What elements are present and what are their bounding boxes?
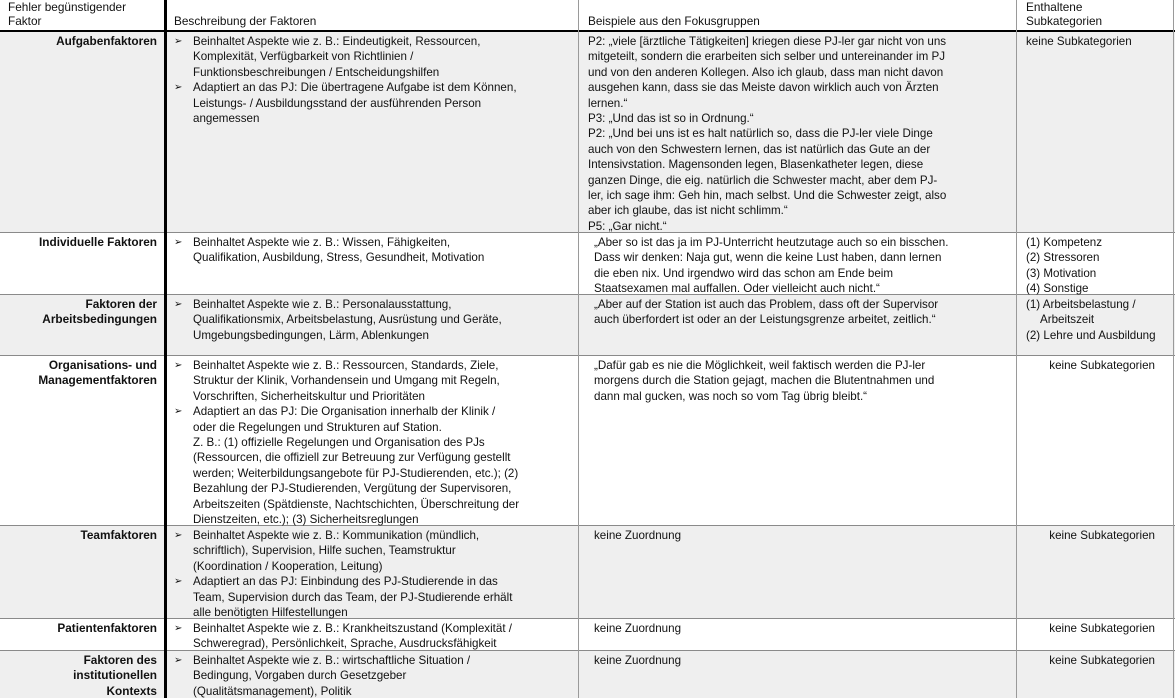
text-line: angemessen	[193, 112, 260, 126]
text-line: keine Zuordnung	[594, 529, 682, 542]
text-line: Funktionsbeschreibungen / Entscheidungshilfen	[193, 65, 440, 79]
description-bullet	[174, 404, 574, 527]
text-line: Dienstzeiten, etc.); (3) Sicherheitsreglungen	[193, 513, 419, 527]
column-divider	[1173, 0, 1174, 698]
column-divider	[1016, 0, 1017, 698]
text-line: mitgeteilt, sondern die erarbeiten sich selber und untereinander im PJ	[588, 50, 946, 64]
subcategories	[1026, 235, 1171, 297]
factor-description	[174, 653, 574, 699]
text-line: ganzen Dinge, die eig. natürlich die Schwester macht, aber dem PJ-	[588, 173, 938, 187]
text-line: auch von den Schwestern lernen, das ist natürlich das Gute an der	[588, 142, 931, 156]
text-line: Beinhaltet Aspekte wie z. B.: Krankheitszustand (Komplexität /	[193, 622, 512, 635]
text-line: Aufgabenfaktoren	[56, 34, 157, 48]
description-bullet	[174, 34, 574, 80]
text-line: Staatsexamen mal auffallen. Oder vielleicht auch nicht.“	[594, 282, 880, 296]
text-line: Faktoren des	[83, 653, 157, 667]
header-subcategories-line2: Subkategorien	[1026, 13, 1103, 28]
text-line: (Koordination / Kooperation, Leitung)	[193, 559, 383, 573]
text-line: dann mal gucken, was noch so vom Tag übrig bleibt.“	[594, 389, 868, 403]
text-line: „Aber auf der Station ist auch das Problem, dass oft der Supervisor	[594, 298, 939, 311]
factor-name	[0, 528, 157, 543]
text-line: Arbeitszeiten (Spätdienste, Nachtschichten, Überschreitung der	[193, 497, 520, 511]
text-line: keine Subkategorien	[1026, 35, 1132, 48]
text-line: Team, Supervision durch das Team, der PJ-Studierende erhält	[193, 590, 513, 604]
arrow-bullet-icon: ➢	[174, 36, 183, 47]
text-line: Qualifikation, Ausbildung, Stress, Gesundheit, Motivation	[193, 251, 485, 265]
description-bullet	[174, 528, 574, 574]
text-line: keine Subkategorien	[1049, 359, 1155, 372]
text-line: auch überfordert ist oder an der Leistungsgrenze arbeitet, zeitlich.“	[594, 313, 936, 327]
text-line: Z. B.: (1) offizielle Regelungen und Organisation des PJs	[193, 436, 485, 450]
text-line: Adaptiert an das PJ: Die Organisation innerhalb der Klinik /	[193, 405, 496, 419]
focus-group-examples	[594, 621, 1006, 636]
text-line: (2) Stressoren	[1026, 251, 1100, 265]
text-line: Individuelle Faktoren	[39, 235, 157, 249]
text-line: Beinhaltet Aspekte wie z. B.: Kommunikation (mündlich,	[193, 529, 480, 542]
factor-name	[0, 34, 157, 49]
arrow-bullet-icon: ➢	[174, 623, 183, 634]
text-line: lernen.“	[588, 96, 628, 110]
arrow-bullet-icon: ➢	[174, 576, 183, 588]
factor-description	[174, 235, 574, 266]
text-line: oder die Regelungen und Strukturen auf Station.	[193, 420, 442, 434]
text-line: Schweregrad), Persönlichkeit, Sprache, Ausdrucksfähigkeit	[193, 637, 497, 651]
text-line: (3) Motivation	[1026, 266, 1097, 280]
factor-name	[0, 297, 157, 328]
text-line: Struktur der Klinik, Vorhandensein und Umgang mit Regeln,	[193, 374, 500, 388]
text-line: aber ich glaube, das ist nicht schlimm.“	[588, 204, 788, 218]
text-line: Intensivstation. Magensonden legen, Blasenkatheter legen, diese	[588, 158, 924, 172]
text-line: Bedingung, Vorgaben durch Gesetzgeber	[193, 669, 407, 683]
text-line: P2: „Und bei uns ist es halt natürlich so, dass die PJ-ler viele Dinge	[588, 127, 933, 141]
text-line: P2: „viele [ärztliche Tätigkeiten] kriegen diese PJ-ler gar nicht von uns	[588, 35, 947, 48]
text-line: institutionellen	[73, 668, 157, 683]
text-line: „Dafür gab es nie die Möglichkeit, weil faktisch werden die PJ-ler	[594, 359, 926, 372]
text-line: Komplexität, Verfügbarkeit von Richtlinien /	[193, 50, 414, 64]
focus-group-examples	[588, 34, 1006, 234]
header-factor	[8, 1, 126, 28]
arrow-bullet-icon: ➢	[174, 530, 183, 541]
description-bullet	[174, 653, 574, 699]
text-line: Patientenfaktoren	[57, 621, 157, 635]
text-line: Bezahlung der PJ-Studierenden, Vergütung der Supervisoren,	[193, 482, 512, 496]
focus-group-examples	[594, 528, 1006, 543]
text-line: keine Subkategorien	[1049, 529, 1155, 542]
text-line: und von den anderen Kollegen. Also ich glaub, dass man nicht davon	[588, 65, 944, 79]
description-bullet	[174, 235, 574, 266]
text-line: Teamfaktoren	[80, 528, 157, 542]
table-row	[0, 526, 1175, 619]
factor-description	[174, 297, 574, 343]
subcategories	[1020, 621, 1155, 636]
factor-name	[0, 235, 157, 250]
factor-description	[174, 358, 574, 527]
text-line: „Aber so ist das ja im PJ-Unterricht heutzutage auch so ein bisschen.	[594, 236, 949, 249]
column-divider	[164, 0, 167, 698]
text-line: werden; Weiterbildungsangebote für PJ-Studierenden, etc.); (2)	[193, 466, 519, 480]
table-row	[0, 32, 1175, 233]
text-line: (4) Sonstige	[1026, 282, 1089, 296]
text-line: P5: „Gar nicht.“	[588, 219, 667, 233]
subcategories	[1026, 297, 1171, 343]
focus-group-examples	[594, 235, 1006, 297]
factor-name	[0, 653, 157, 699]
text-line: morgens durch die Station gejagt, machen die Blutentnahmen und	[594, 374, 935, 388]
column-divider	[578, 0, 579, 698]
description-bullet	[174, 358, 574, 404]
text-line: Adaptiert an das PJ: Einbindung des PJ-Studierende in das	[193, 575, 498, 589]
arrow-bullet-icon: ➢	[174, 299, 183, 310]
text-line: Managementfaktoren	[38, 373, 157, 388]
text-line: Beinhaltet Aspekte wie z. B.: wirtschaftliche Situation /	[193, 654, 471, 667]
text-line: Adaptiert an das PJ: Die übertragene Aufgabe ist dem Können,	[193, 81, 517, 95]
text-line: Organisations- und	[48, 358, 157, 372]
description-bullet	[174, 621, 574, 652]
text-line: Beinhaltet Aspekte wie z. B.: Wissen, Fähigkeiten,	[193, 236, 451, 249]
arrow-bullet-icon: ➢	[174, 237, 183, 248]
arrow-bullet-icon: ➢	[174, 406, 183, 418]
arrow-bullet-icon: ➢	[174, 360, 183, 371]
text-line: Umgebungsbedingungen, Lärm, Ablenkungen	[193, 328, 429, 342]
text-line: (1) Arbeitsbelastung / Arbeitszeit	[1026, 298, 1136, 327]
text-line: keine Subkategorien	[1049, 654, 1155, 667]
subcategories	[1020, 653, 1155, 668]
header-examples: Beispiele aus den Fokusgruppen	[588, 14, 760, 28]
text-line: ausgehen kann, dass sie das Meiste davon wirklich auch von Ärzten	[588, 81, 939, 95]
text-line: Beinhaltet Aspekte wie z. B.: Ressourcen, Standards, Ziele,	[193, 359, 499, 372]
table-row	[0, 233, 1175, 295]
arrow-bullet-icon: ➢	[174, 655, 183, 666]
factor-name	[0, 358, 157, 389]
text-line: schriftlich), Supervision, Hilfe suchen, Teamstruktur	[193, 544, 456, 558]
factor-description	[174, 621, 574, 652]
subcategories	[1020, 528, 1155, 543]
text-line: (Ressourcen, die offiziell zur Betreuung zur Verfügung gestellt	[193, 451, 511, 465]
table-row	[0, 619, 1175, 651]
text-line: alle benötigten Hilfestellungen	[193, 606, 348, 620]
table-header	[0, 0, 1175, 32]
text-line: Dass wir denken: Naja gut, wenn die keine Lust haben, dann lernen	[594, 251, 942, 265]
description-bullet	[174, 80, 574, 126]
header-description: Beschreibung der Faktoren	[174, 14, 317, 28]
subcategories	[1026, 34, 1171, 49]
text-line: Qualifikationsmix, Arbeitsbelastung, Ausrüstung und Geräte,	[193, 313, 502, 327]
table-row	[0, 356, 1175, 526]
focus-group-examples	[594, 358, 1006, 404]
header-factor-line1: Fehler begünstigender	[8, 0, 127, 14]
text-line: Kontexts	[106, 683, 157, 698]
header-factor-line2: Faktor	[8, 13, 42, 28]
text-line: Beinhaltet Aspekte wie z. B.: Personalausstattung,	[193, 298, 452, 311]
text-line: (1) Kompetenz	[1026, 236, 1103, 249]
table-row	[0, 651, 1175, 698]
subcategories	[1020, 358, 1155, 373]
text-line: ler, ich sage ihm: Geh hin, mach selbst. Und die Schwester zeigt, also	[588, 189, 947, 203]
text-line: Arbeitsbedingungen	[42, 312, 157, 327]
header-subcategories	[1026, 1, 1102, 28]
text-line: Beinhaltet Aspekte wie z. B.: Eindeutigkeit, Ressourcen,	[193, 35, 481, 48]
text-line: P3: „Und das ist so in Ordnung.“	[588, 112, 754, 126]
description-bullet	[174, 574, 574, 620]
focus-group-examples	[594, 297, 1006, 328]
factor-description	[174, 528, 574, 620]
description-bullet	[174, 297, 574, 343]
text-line: Leistungs- / Ausbildungsstand der ausführenden Person	[193, 96, 482, 110]
text-line: keine Subkategorien	[1049, 622, 1155, 635]
text-line: (2) Lehre und Ausbildung	[1026, 328, 1156, 342]
arrow-bullet-icon: ➢	[174, 82, 183, 94]
text-line: Faktoren der	[85, 297, 157, 311]
header-subcategories-line1: Enthaltene	[1026, 0, 1083, 14]
text-line: keine Zuordnung	[594, 622, 682, 635]
factor-description	[174, 34, 574, 126]
text-line: die eben nix. Und irgendwo wird das schon am Ende beim	[594, 266, 894, 280]
text-line: Vorschriften, Sicherheitskultur und Prioritäten	[193, 389, 425, 403]
factor-name	[0, 621, 157, 636]
text-line: keine Zuordnung	[594, 654, 682, 667]
text-line: (Qualitätsmanagement), Politik	[193, 684, 352, 698]
table-row	[0, 295, 1175, 356]
focus-group-examples	[594, 653, 1006, 668]
